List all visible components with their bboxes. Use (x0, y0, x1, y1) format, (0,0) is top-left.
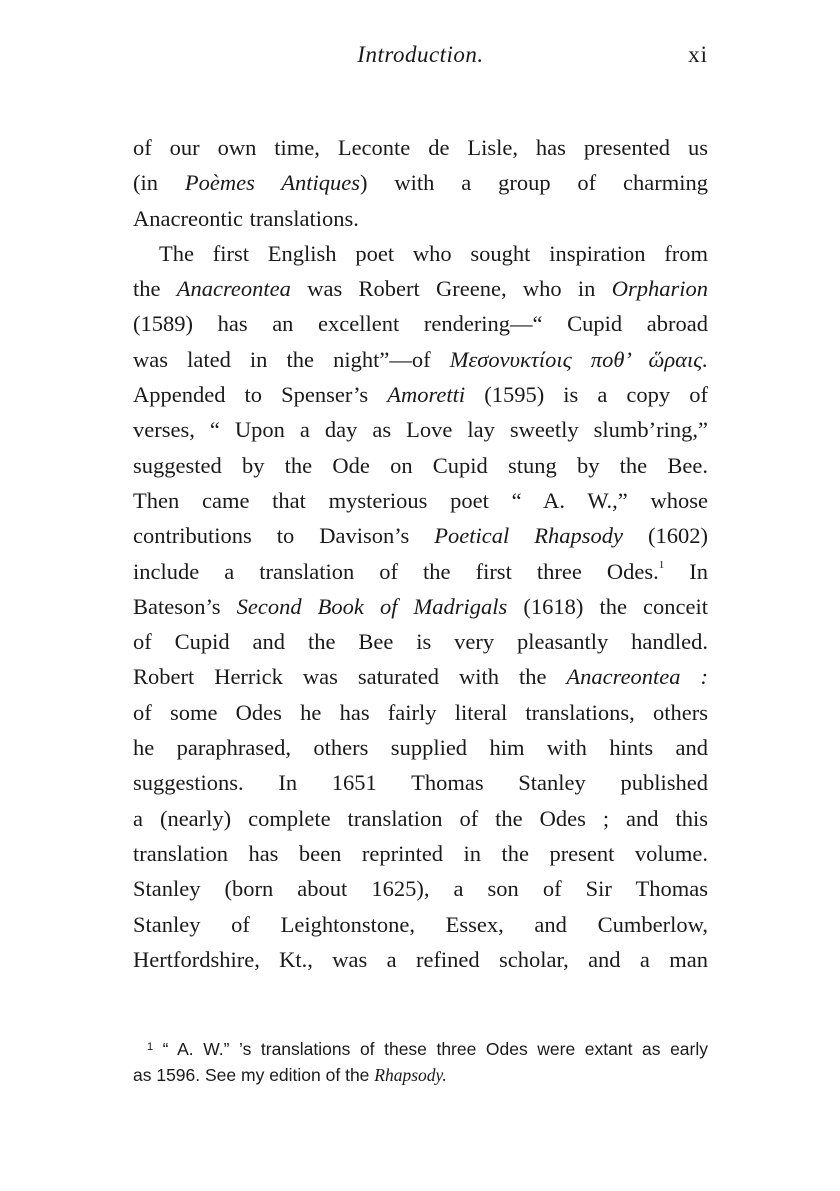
text-line (133, 624, 708, 659)
text-line (133, 589, 708, 624)
text-line (133, 165, 708, 200)
text-run: Stanley (born about 1625), a son of Sir Thomas (133, 876, 708, 902)
text-line (133, 836, 708, 871)
text-line (133, 377, 708, 412)
footnote-marker: 1 (147, 1041, 154, 1053)
text-run: In (664, 558, 708, 584)
text-line (133, 942, 708, 977)
text-run: suggested by the Ode on Cupid stung by the Bee. (133, 452, 708, 478)
text-run: ) with a group of charming (360, 170, 709, 196)
text-line (133, 201, 708, 236)
text-run: “ A. W.” ’s translations of these three Odes were extant as early (153, 1039, 708, 1059)
footnotes (133, 1036, 708, 1088)
footnote-marker: 1 (658, 558, 665, 571)
text-run: verses, “ Upon a day as Love lay sweetly slumb’ring,” (133, 417, 708, 443)
text-run: (1595) is a copy of (465, 382, 708, 408)
page-header (133, 42, 708, 76)
text-line (133, 412, 708, 447)
text-run: he paraphrased, others supplied him with hints and (133, 735, 708, 761)
text-line (133, 765, 708, 800)
text-run: translation has been reprinted in the present volume. (133, 840, 708, 866)
text-run: contributions to Davison’s (133, 523, 435, 549)
footnote-line (133, 1062, 708, 1088)
text-run: Then came that mysterious poet “ A. W.,” whose (133, 487, 708, 513)
body-text (133, 130, 708, 977)
italic-title: Amoretti (387, 382, 466, 408)
text-run: Hertfordshire, Kt., was a refined scholar, and a man (133, 946, 708, 972)
text-line (133, 518, 708, 553)
text-run: a (nearly) complete translation of the Odes ; and this (133, 805, 708, 831)
text-line (133, 730, 708, 765)
page-number: xi (688, 42, 708, 67)
text-line (133, 659, 708, 694)
text-line (133, 871, 708, 906)
text-line (133, 554, 708, 589)
text-line (133, 306, 708, 341)
running-title: Introduction. (357, 42, 484, 67)
text-line (133, 695, 708, 730)
footnote-line (133, 1036, 708, 1062)
text-run: include a translation of the first three Odes. (133, 558, 659, 584)
text-run: Bateson’s (133, 593, 237, 619)
text-line (133, 130, 708, 165)
italic-title: Orpharion (611, 276, 708, 302)
text-run: suggestions. In 1651 Thomas Stanley published (133, 770, 708, 796)
text-line (133, 342, 708, 377)
text-line (133, 801, 708, 836)
text-run: of Cupid and the Bee is very pleasantly handled. (133, 629, 708, 655)
text-run: (1602) (622, 523, 708, 549)
text-run: the (133, 276, 177, 302)
text-run: of some Odes he has fairly literal translations, others (133, 699, 708, 725)
text-line (133, 483, 708, 518)
text-run: (in (133, 170, 185, 196)
text-line (133, 271, 708, 306)
text-line (133, 236, 708, 271)
text-run: as 1596. See my edition of the (133, 1065, 375, 1085)
text-run: The first English poet who sought inspiration from (159, 240, 708, 266)
italic-title: Anacreontea (176, 276, 291, 302)
text-run: (1618) the conceit (507, 593, 709, 619)
italic-title: Μεσονυκτίοις ποθ’ ὥραις. (449, 346, 708, 372)
text-run: Stanley of Leightonstone, Essex, and Cumberlow, (133, 911, 708, 937)
text-run: (1589) has an excellent rendering—“ Cupid abroad (133, 311, 708, 337)
italic-title: Poèmes Antiques (184, 170, 361, 196)
text-run: of our own time, Leconte de Lisle, has presented us (133, 135, 708, 160)
italic-title: Poetical Rhapsody (434, 523, 623, 549)
italic-title: Second Book of Madrigals (236, 593, 508, 619)
text-run: Appended to Spenser’s (133, 382, 388, 408)
italic-title: Anacreontea : (566, 664, 709, 690)
text-run: Robert Herrick was saturated with the (133, 664, 567, 690)
text-run: Anacreontic translations. (133, 205, 359, 231)
text-run: was Robert Greene, who in (290, 276, 612, 302)
text-line (133, 907, 708, 942)
text-line (133, 448, 708, 483)
italic-title: Rhapsody. (374, 1065, 447, 1085)
text-run: was lated in the night”—of (133, 346, 450, 372)
